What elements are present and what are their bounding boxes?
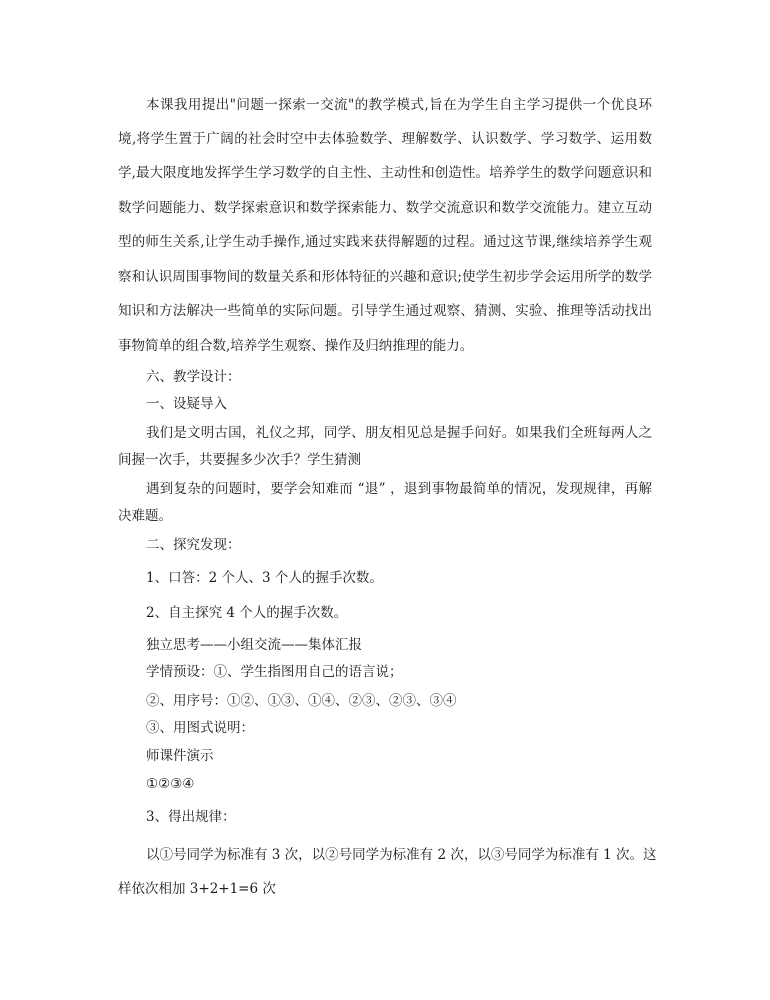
paragraph-line: 本课我用提出"问题一探索一交流"的教学模式,旨在为学生自主学习提供一个优良环 [146, 97, 652, 113]
paragraph-line: 师课件演示 [146, 748, 214, 764]
paragraph-line: 间握一次手，共要握多少次手？学生猜测 [118, 452, 361, 468]
paragraph-line: 数学问题能力、数学探索意识和数学探索能力、数学交流意识和数学交流能力。建立互动 [118, 200, 652, 216]
paragraph-line: 独立思考——小组交流——集体汇报 [146, 637, 362, 653]
paragraph-line: 知识和方法解决一些简单的实际问题。引导学生通过观察、猜测、实验、推理等活动找出 [118, 303, 652, 319]
paragraph-line: 遇到复杂的问题时，要学会知难而 “退” ，退到事物最简单的情况，发现规律，再解 [146, 481, 652, 497]
paragraph-line: ③、用图式说明： [146, 720, 254, 736]
paragraph-line: ②、用序号：①②、①③、①④、②③、②③、③④ [146, 693, 457, 709]
paragraph-line: 学情预设：①、学生指图用自己的语言说； [146, 664, 403, 680]
paragraph-line: 我们是文明古国，礼仪之邦，同学、朋友相见总是握手问好。如果我们全班每两人之 [146, 425, 652, 441]
paragraph-line: ①②③④ [146, 776, 195, 792]
paragraph-line: 境,将学生置于广阔的社会时空中去体验数学、理解数学、认识数学、学习数学、运用数 [118, 131, 652, 147]
section-heading: 一、设疑导入 [146, 396, 227, 412]
section-heading: 六、教学设计： [146, 369, 241, 385]
list-item: 1、口答：2 个人、3 个人的握手次数。 [146, 570, 383, 586]
paragraph-line: 事物简单的组合数,培养学生观察、操作及归纳推理的能力。 [118, 338, 474, 354]
paragraph-line: 学,最大限度地发挥学生学习数学的自主性、主动性和创造性。培养学生的数学问题意识和 [118, 165, 652, 181]
paragraph-line: 察和认识周围事物间的数量关系和形体特征的兴趣和意识;使学生初步学会运用所学的数学 [118, 269, 652, 285]
section-heading: 二、探究发现： [146, 537, 241, 553]
paragraph-line: 型的师生关系,让学生动手操作,通过实践来获得解题的过程。通过这节课,继续培养学生观 [118, 234, 652, 250]
paragraph-line: 样依次相加 3+2+1=6 次 [118, 881, 276, 897]
list-item: 3、得出规律： [146, 809, 236, 825]
list-item: 2、自主探究 4 个人的握手次数。 [146, 605, 348, 621]
paragraph-line: 以①号同学为标准有 3 次，以②号同学为标准有 2 次，以③号同学为标准有 1 次。这 [146, 847, 657, 863]
paragraph-line: 决难题。 [118, 508, 172, 524]
